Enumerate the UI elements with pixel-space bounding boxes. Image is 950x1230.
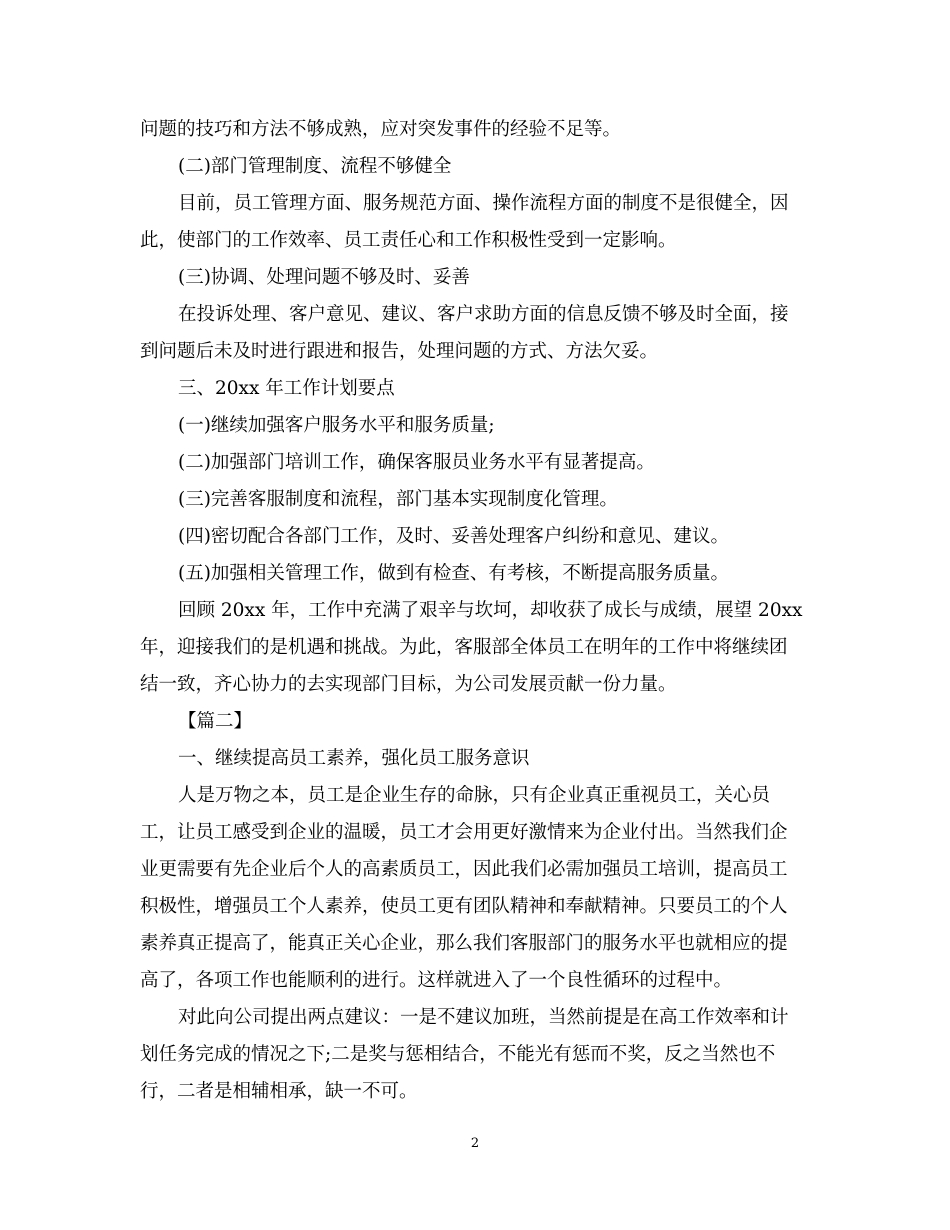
page-number: 2	[470, 1136, 480, 1151]
text-line: 工，让员工感受到企业的温暖，员工才会用更好激情来为企业付出。当然我们企	[140, 822, 788, 843]
text-line: 行，二者是相辅相承，缺一不可。	[140, 1081, 418, 1102]
text-line: 高了，各项工作也能顺利的进行。这样就进入了一个良性循环的过程中。	[140, 970, 733, 991]
text-line: 素养真正提高了，能真正关心企业，那么我们客服部门的服务水平也就相应的提	[140, 933, 788, 954]
list-item: (四)密切配合各部门工作，及时、妥善处理客户纠纷和意见、建议。	[178, 526, 729, 547]
text-line: 回顾 20xx 年，工作中充满了艰辛与坎坷，却收获了成长与成绩，展望 20xx	[178, 600, 803, 621]
text-line: 在投诉处理、客户意见、建议、客户求助方面的信息反馈不够及时全面，接	[178, 304, 789, 325]
section-heading: (二)部门管理制度、流程不够健全	[178, 156, 452, 177]
text-line: 对此向公司提出两点建议：一是不建议加班，当然前提是在高工作效率和计	[178, 1007, 789, 1028]
text-line: 年，迎接我们的是机遇和挑战。为此，客服部全体员工在明年的工作中将继续团	[140, 637, 788, 658]
text-line: 结一致，齐心协力的去实现部门目标，为公司发展贡献一份力量。	[140, 674, 677, 695]
text-line: 到问题后未及时进行跟进和报告，处理问题的方式、方法欠妥。	[140, 341, 659, 362]
list-item: (五)加强相关管理工作，做到有检查、有考核，不断提高服务质量。	[178, 563, 729, 584]
section-heading: (三)协调、处理问题不够及时、妥善	[178, 267, 470, 288]
text-line: 划任务完成的情况之下;二是奖与惩相结合，不能光有惩而不奖，反之当然也不	[140, 1044, 776, 1065]
text-line: 问题的技巧和方法不够成熟，应对突发事件的经验不足等。	[140, 119, 622, 140]
text-line: 积极性，增强员工个人素养，使员工更有团队精神和奉献精神。只要员工的个人	[140, 896, 788, 917]
text-line: 目前，员工管理方面、服务规范方面、操作流程方面的制度不是很健全，因	[178, 193, 789, 214]
text-line: 业更需要有先企业后个人的高素质员工，因此我们必需加强员工培训，提高员工	[140, 859, 788, 880]
section-heading: 三、20xx 年工作计划要点	[178, 378, 395, 399]
part-heading: 【篇二】	[178, 711, 253, 732]
text-line: 此，使部门的工作效率、员工责任心和工作积极性受到一定影响。	[140, 230, 677, 251]
list-item: (三)完善客服制度和流程，部门基本实现制度化管理。	[178, 489, 618, 510]
section-heading: 一、继续提高员工素养，强化员工服务意识	[178, 748, 530, 769]
text-line: 人是万物之本，员工是企业生存的命脉，只有企业真正重视员工，关心员	[178, 785, 771, 806]
list-item: (一)继续加强客户服务水平和服务质量;	[178, 415, 495, 436]
list-item: (二)加强部门培训工作，确保客服员业务水平有显著提高。	[178, 452, 655, 473]
